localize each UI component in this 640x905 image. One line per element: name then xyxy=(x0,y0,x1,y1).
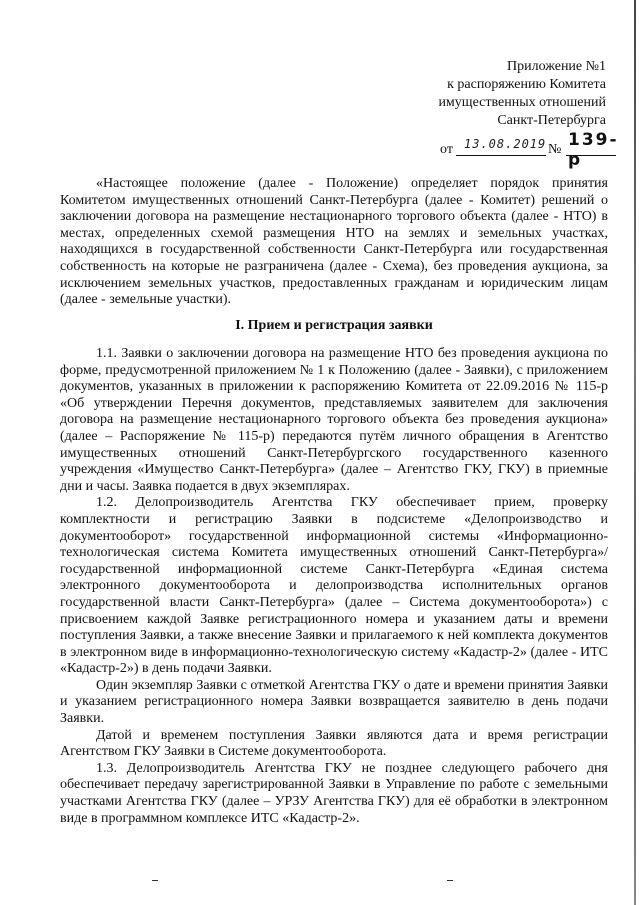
appendix-line-4: Санкт-Петербурга xyxy=(497,113,606,128)
order-number-stamp: 139-р xyxy=(568,130,619,170)
order-from-label: от xyxy=(440,142,453,157)
appendix-header xyxy=(306,58,606,130)
intro-section xyxy=(60,176,608,309)
paragraph-1-1: 1.1. Заявки о заключении договора на размещение НТО без проведения аукциона по форме, предусмотренной приложением № 1 к Положению (далее - Заявки), с приложением документов, указанных в приложении к распоряжению Комитета от 22.09.2016 № 115-р «Об утверждении Перечня документов, представляемых заявителем для заключения договора на размещение нестационарного торгового объекта без проведения аукциона» (далее – Распоряжение № 115-р) передаются путём личного обращения в Агентство имущественных отношений Санкт-Петербургского государственного казенного учреждения «Имущество Санкт-Петербурга» (далее – Агентство ГКУ, ГКУ) в приемные дни и часы. Заявка подается в двух экземплярах. xyxy=(60,346,608,494)
section-body xyxy=(60,346,608,827)
order-date-stamp: 13.08.2019 xyxy=(464,137,547,151)
appendix-line-2: к распоряжению Комитета xyxy=(447,77,606,92)
paragraph-1-3: 1.3. Делопроизводитель Агентства ГКУ не позднее следующего рабочего дня обеспечивает передачу зарегистрированной Заявки в Управление по работе с земельными участками Агентства ГКУ (далее – УРЗУ Агентства ГКУ) для её обработки в электронном виде в программном комплексе ИТС «Кадастр-2». xyxy=(60,760,608,826)
order-number-field xyxy=(566,130,619,170)
footer-mark-left xyxy=(152,880,158,881)
paragraph-receipt-date: Датой и временем поступления Заявки являются дата и время регистрации Агентством ГКУ Заявки в Системе документооборота. xyxy=(60,727,608,760)
order-date-field xyxy=(456,136,546,156)
intro-paragraph: «Настоящее положение (далее - Положение) определяет порядок принятия Комитетом имущественных отношений Санкт-Петербурга (далее - Комитет) решений о заключении договора на размещение нестационарного торгового объекта (далее - НТО) в местах, определенных схемой размещения НТО на землях и земельных участках, находящихся в государственной собственности Санкт-Петербурга или государственная собственность на которые не разграничена (далее - Схема), без проведения аукциона, за исключением земельных участков, предоставленных гражданам и юридическим лицам (далее - земельные участки). xyxy=(60,176,608,308)
appendix-line-3: имущественных отношений xyxy=(438,95,606,110)
order-number-label: № xyxy=(548,142,562,157)
order-date-number-line xyxy=(440,130,620,170)
paragraph-1-2: 1.2. Делопроизводитель Агентства ГКУ обеспечивает прием, проверку комплектности и регистрацию Заявки в подсистеме «Делопроизводство и документооборот» государственной информационной системы «Информационно-технологическая система Комитета имущественных отношений Санкт-Петербурга»/ государственной информационной системе Санкт-Петербурга «Единая система электронного документооборота и делопроизводства исполнительных органов государственной власти Санкт-Петербурга» (далее – Система документооборота») с присвоением каждой Заявке регистрационного номера и указанием даты и времени поступления Заявки, а также внесение Заявки и прилагаемого к ней комплекта документов в электронном виде в информационно-технологическую систему «Кадастр-2» (далее - ИТС «Кадастр-2») в день подачи Заявки. xyxy=(60,495,608,677)
section-title: I. Прием и регистрация заявки xyxy=(235,318,433,333)
paragraph-return-copy: Один экземпляр Заявки с отметкой Агентства ГКУ о дате и времени принятия Заявки и указанием регистрационного номера Заявки возвращается заявителю в день подачи Заявки. xyxy=(60,677,608,727)
appendix-line-1: Приложение №1 xyxy=(507,59,606,74)
scan-edge-line xyxy=(634,0,636,905)
footer-mark-right xyxy=(447,880,453,881)
